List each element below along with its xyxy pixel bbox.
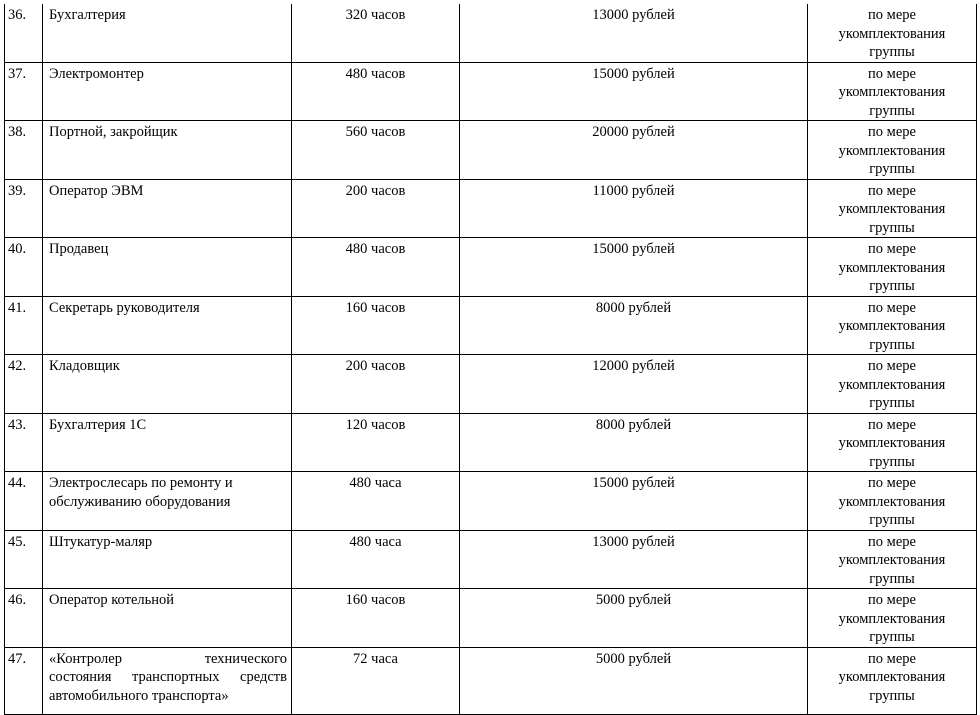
course-name: Электромонтер: [43, 62, 292, 121]
course-term-line: по мере: [868, 475, 916, 491]
course-term: [808, 4, 977, 62]
course-term-line: по мере: [868, 650, 916, 667]
course-price: 5000 рублей: [460, 589, 808, 648]
course-term-line: группы: [869, 219, 915, 236]
row-number: 46.: [5, 589, 43, 648]
table-row: [5, 296, 977, 355]
table-row: [5, 472, 977, 531]
course-term-line: укомплектования: [838, 318, 946, 334]
course-term: [808, 589, 977, 648]
course-term-line: укомплектования: [838, 25, 946, 42]
course-term-line: группы: [869, 629, 915, 645]
course-hours: 200 часов: [292, 179, 460, 238]
course-name: Бухгалтерия 1С: [43, 413, 292, 472]
course-name: Портной, закройщик: [43, 121, 292, 180]
course-price: 5000 рублей: [460, 647, 808, 714]
course-hours: 160 часов: [292, 296, 460, 355]
course-name-line: «Контролер технического: [49, 650, 287, 667]
row-number: 45.: [5, 530, 43, 589]
course-term-line: по мере: [868, 416, 916, 433]
course-term: [808, 472, 977, 531]
table-row: [5, 647, 977, 714]
course-price: 11000 рублей: [460, 179, 808, 238]
course-term-line: по мере: [868, 241, 916, 257]
course-term-line: по мере: [868, 124, 916, 140]
course-term-line: укомплектования: [838, 259, 946, 276]
course-name: Бухгалтерия: [43, 4, 292, 62]
course-term: [808, 647, 977, 714]
course-hours: 480 часов: [292, 62, 460, 121]
course-hours: 200 часов: [292, 355, 460, 414]
course-hours: 480 часа: [292, 472, 460, 531]
course-term-line: по мере: [868, 533, 916, 550]
course-name: Электрослесарь по ремонту и обслуживанию оборудования: [43, 472, 292, 531]
course-price: 15000 рублей: [460, 238, 808, 297]
course-term-line: по мере: [868, 7, 916, 23]
row-number: 38.: [5, 121, 43, 180]
course-hours: 480 часа: [292, 530, 460, 589]
table-row: [5, 589, 977, 648]
course-name: Продавец: [43, 238, 292, 297]
course-name: Оператор котельной: [43, 589, 292, 648]
table-row: [5, 413, 977, 472]
row-number: 40.: [5, 238, 43, 297]
course-term-line: по мере: [868, 592, 916, 608]
course-hours: 160 часов: [292, 589, 460, 648]
course-term-line: группы: [869, 570, 915, 587]
row-number: 42.: [5, 355, 43, 414]
course-name: Кладовщик: [43, 355, 292, 414]
table-row: [5, 530, 977, 589]
course-term: [808, 179, 977, 238]
course-term-line: группы: [869, 161, 915, 177]
course-term-line: по мере: [868, 182, 916, 199]
table-row: [5, 238, 977, 297]
table-row: [5, 62, 977, 121]
table-row: [5, 121, 977, 180]
course-price: 20000 рублей: [460, 121, 808, 180]
course-name-line: состояния транспортных средств: [49, 669, 287, 685]
course-term-line: группы: [869, 44, 915, 60]
row-number: 41.: [5, 296, 43, 355]
course-term-line: группы: [869, 336, 915, 353]
table-row: [5, 179, 977, 238]
courses-table: [4, 4, 977, 715]
course-term-line: группы: [869, 687, 915, 704]
courses-table-body: [5, 4, 977, 714]
course-term: [808, 296, 977, 355]
course-price: 12000 рублей: [460, 355, 808, 414]
course-term-line: по мере: [868, 358, 916, 374]
course-term-line: укомплектования: [838, 84, 946, 100]
course-term: [808, 238, 977, 297]
course-price: 13000 рублей: [460, 4, 808, 62]
course-price: 8000 рублей: [460, 296, 808, 355]
course-price: 15000 рублей: [460, 62, 808, 121]
course-term: [808, 62, 977, 121]
row-number: 39.: [5, 179, 43, 238]
course-term-line: укомплектования: [838, 669, 946, 685]
course-term-line: укомплектования: [838, 610, 946, 627]
course-term-line: укомплектования: [838, 552, 946, 568]
course-hours: 120 часов: [292, 413, 460, 472]
course-term: [808, 121, 977, 180]
course-term-line: укомплектования: [838, 435, 946, 451]
course-hours: 560 часов: [292, 121, 460, 180]
course-term-line: укомплектования: [838, 376, 946, 393]
course-term-line: по мере: [868, 299, 916, 316]
course-name: Секретарь руководителя: [43, 296, 292, 355]
row-number: 44.: [5, 472, 43, 531]
course-term-line: укомплектования: [838, 493, 946, 510]
course-name: [43, 647, 292, 714]
course-name-line: автомобильного транспорта»: [49, 687, 229, 704]
course-term-line: по мере: [868, 65, 916, 82]
course-term-line: группы: [869, 512, 915, 528]
row-number: 37.: [5, 62, 43, 121]
row-number: 47.: [5, 647, 43, 714]
course-term-line: группы: [869, 395, 915, 411]
course-term-line: укомплектования: [838, 201, 946, 217]
course-name: Оператор ЭВМ: [43, 179, 292, 238]
course-term-line: укомплектования: [838, 142, 946, 159]
course-price: 8000 рублей: [460, 413, 808, 472]
row-number: 36.: [5, 4, 43, 62]
course-name: Штукатур-маляр: [43, 530, 292, 589]
row-number: 43.: [5, 413, 43, 472]
course-price: 13000 рублей: [460, 530, 808, 589]
course-price: 15000 рублей: [460, 472, 808, 531]
table-row: [5, 355, 977, 414]
course-term-line: группы: [869, 102, 915, 119]
course-term-line: группы: [869, 453, 915, 470]
table-row: [5, 4, 977, 62]
course-hours: 72 часа: [292, 647, 460, 714]
course-hours: 480 часов: [292, 238, 460, 297]
course-term: [808, 413, 977, 472]
course-term-line: группы: [869, 278, 915, 294]
course-term: [808, 355, 977, 414]
course-hours: 320 часов: [292, 4, 460, 62]
course-term: [808, 530, 977, 589]
